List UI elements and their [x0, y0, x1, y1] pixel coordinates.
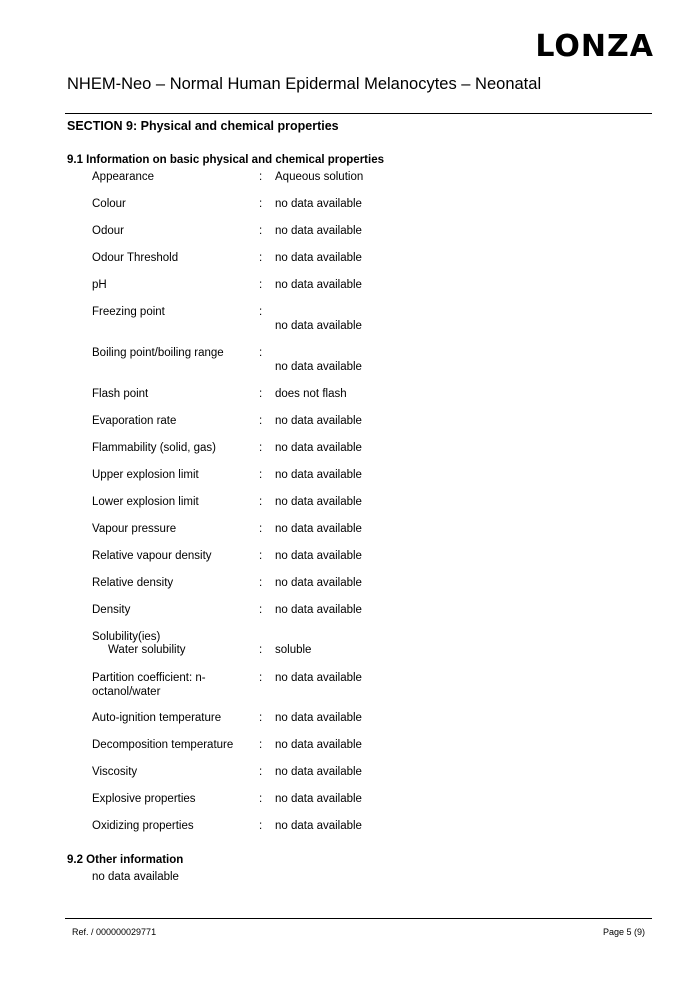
property-label: Auto-ignition temperature — [92, 712, 222, 724]
property-value: no data available — [275, 577, 362, 589]
property-value: no data available — [275, 712, 362, 724]
property-colon: : — [259, 252, 263, 264]
property-value: no data available — [275, 523, 362, 535]
property-colon: : — [259, 306, 263, 318]
property-label: Viscosity — [92, 766, 138, 778]
property-value: no data available — [275, 496, 362, 508]
property-colon: : — [259, 766, 263, 778]
document-title: NHEM-Neo – Normal Human Epidermal Melanocytes – Neonatal — [67, 75, 542, 93]
property-colon: : — [259, 577, 263, 589]
property-label: Odour — [92, 225, 124, 237]
property-colon: : — [259, 469, 263, 481]
property-label: Density — [92, 604, 131, 616]
property-value: no data available — [275, 442, 362, 454]
property-label: Upper explosion limit — [92, 469, 199, 481]
other-information-heading: 9.2 Other information — [67, 854, 184, 866]
footer-page-number: Page 5 (9) — [602, 927, 645, 937]
basic-properties-heading: 9.1 Information on basic physical and chemical properties — [67, 154, 384, 166]
property-label: Freezing point — [92, 306, 165, 318]
property-colon: : — [259, 550, 263, 562]
property-label: Boiling point/boiling range — [92, 347, 224, 359]
property-value: no data available — [275, 198, 362, 210]
property-value: no data available — [275, 361, 362, 373]
property-value: no data available — [275, 672, 362, 684]
property-value: no data available — [275, 793, 362, 805]
property-value: Aqueous solution — [275, 171, 364, 183]
property-colon: : — [259, 739, 263, 751]
property-value: no data available — [275, 766, 362, 778]
property-colon: : — [259, 225, 263, 237]
property-colon: : — [259, 415, 263, 427]
property-label: Flammability (solid, gas) — [92, 442, 216, 454]
property-colon: : — [259, 347, 263, 359]
header-rule — [65, 113, 652, 114]
property-label: Colour — [92, 198, 126, 210]
property-value: no data available — [275, 252, 362, 264]
property-colon: : — [259, 523, 263, 535]
property-colon: : — [259, 793, 263, 805]
property-value: no data available — [275, 820, 362, 832]
property-value: no data available — [275, 550, 362, 562]
property-label: Flash point — [92, 388, 149, 400]
property-value: no data available — [275, 320, 362, 332]
property-colon: : — [259, 496, 263, 508]
property-colon: : — [259, 644, 263, 656]
property-colon: : — [259, 604, 263, 616]
property-label: Partition coefficient: n-octanol/water — [92, 672, 206, 698]
property-label: Relative density — [92, 577, 174, 589]
section-heading: SECTION 9: Physical and chemical properties — [67, 119, 339, 133]
property-label: Evaporation rate — [92, 415, 177, 427]
property-label: Appearance — [92, 171, 155, 183]
property-label: Explosive properties — [92, 793, 196, 805]
property-colon: : — [259, 820, 263, 832]
property-sublabel: Water solubility — [108, 644, 186, 656]
property-label: Lower explosion limit — [92, 496, 199, 508]
property-value: no data available — [275, 604, 362, 616]
property-value: does not flash — [275, 388, 347, 400]
property-colon: : — [259, 279, 263, 291]
property-colon: : — [259, 171, 263, 183]
property-value: no data available — [275, 739, 362, 751]
property-value: no data available — [275, 279, 362, 291]
property-value: no data available — [275, 415, 362, 427]
property-value: no data available — [275, 469, 362, 481]
property-colon: : — [259, 388, 263, 400]
property-value: no data available — [275, 225, 362, 237]
lonza-logo: LONZA — [535, 29, 654, 64]
property-label: Oxidizing properties — [92, 820, 194, 832]
property-colon: : — [259, 442, 263, 454]
footer-rule — [65, 918, 652, 919]
property-label: Solubility(ies) — [92, 631, 161, 643]
property-colon: : — [259, 672, 263, 684]
property-label: Odour Threshold — [92, 252, 179, 264]
property-label: Relative vapour density — [92, 550, 212, 562]
property-colon: : — [259, 198, 263, 210]
property-value: soluble — [275, 644, 312, 656]
property-label: Decomposition temperature — [92, 739, 234, 751]
property-label: pH — [92, 279, 107, 291]
property-label: Vapour pressure — [92, 523, 177, 535]
footer-reference: Ref. / 000000029771 — [72, 927, 157, 937]
property-colon: : — [259, 712, 263, 724]
other-information-text: no data available — [92, 871, 179, 883]
